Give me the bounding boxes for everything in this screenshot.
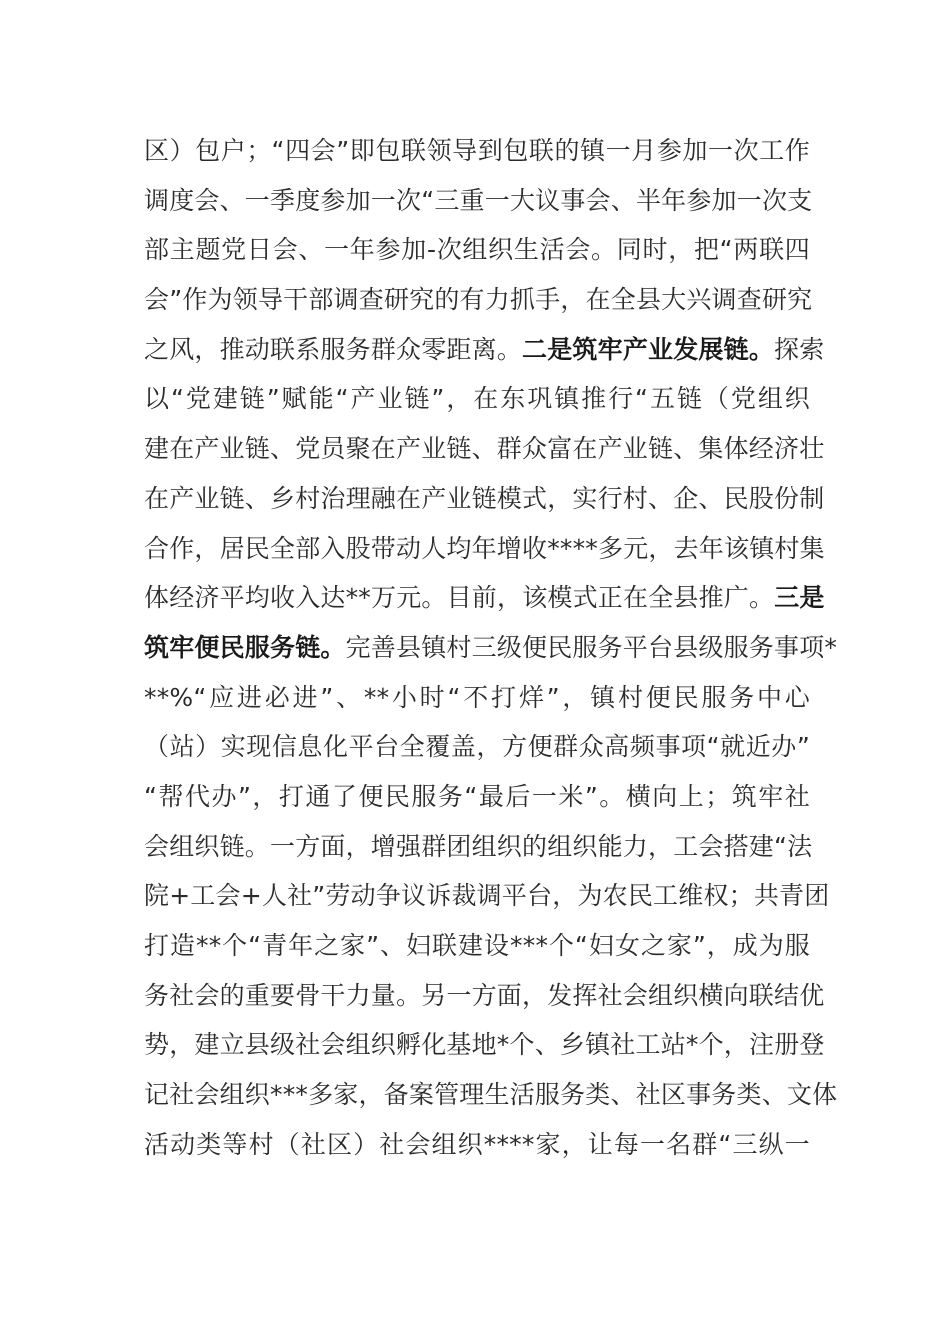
text-line (144, 1070, 838, 1120)
body-text: 会组织链。一方面，增强群团组织的组织能力，工会搭建“法 (144, 831, 813, 861)
text-line (144, 573, 825, 623)
body-text: 调度会、一季度参加一次“三重一大议事会、半年参加一次支 (144, 185, 813, 215)
body-text: 院+工会+人社”劳动争议诉裁调平台，为农民工维权；共青团 (144, 881, 830, 911)
bold-heading-text: 筑牢便民服务链。 (144, 632, 346, 662)
text-line (144, 722, 810, 772)
text-line (144, 921, 810, 971)
body-text: 完善县镇村三级便民服务平台县级服务事项* (345, 632, 838, 662)
text-line (144, 971, 825, 1021)
body-text: 以“党建链”赋能“产业链”，在东巩镇推行“五链（党组织 (144, 384, 810, 414)
text-line (144, 772, 810, 822)
body-text: **%“应进必进”、**小时“不打烊”，镇村便民服务中心 (144, 682, 810, 712)
text-line (144, 623, 838, 673)
body-text: 打造**个“青年之家”、妇联建设***个“妇女之家”，成为服 (144, 931, 810, 960)
text-line (144, 474, 825, 524)
body-text: 在产业链、乡村治理融在产业链模式，实行村、企、民股份制 (144, 483, 825, 513)
text-line (144, 1120, 810, 1170)
text-line (144, 225, 810, 275)
body-text: 区）包户；“四会”即包联领导到包联的镇一月参加一次工作 (144, 136, 810, 165)
body-text: “帮代办”，打通了便民服务“最后一米”。横向上；筑牢社 (144, 781, 810, 811)
body-text: 势，建立县级社会组织孵化基地*个、乡镇社工站*个，注册登 (144, 1030, 825, 1060)
text-line (144, 424, 825, 474)
body-text: 活动类等村（社区）社会组织****家，让每一名群“三纵一 (144, 1129, 810, 1159)
body-text: 记社会组织***多家，备案管理生活服务类、社区事务类、文体 (144, 1080, 838, 1110)
text-line (144, 524, 825, 574)
body-text: 会”作为领导干部调查研究的有力抓手，在全县大兴调查研究 (144, 285, 813, 315)
text-line (144, 176, 813, 226)
text-line (144, 325, 825, 375)
text-line (144, 275, 813, 325)
text-line (144, 1020, 825, 1070)
bold-heading-text: 三是 (774, 583, 825, 613)
text-line (144, 126, 810, 176)
body-text: （站）实现信息化平台全覆盖，方便群众高频事项“就近办” (144, 732, 810, 762)
body-text: 合作，居民全部入股带动人均年增收****多元，去年该镇村集 (144, 533, 825, 563)
text-line (144, 673, 810, 723)
text-line (144, 871, 830, 921)
body-text: 体经济平均收入达**万元。目前，该模式正在全县推广。 (144, 583, 775, 613)
body-text: 探索 (774, 334, 825, 364)
text-line (144, 374, 810, 424)
text-line (144, 822, 813, 872)
body-text: 建在产业链、党员聚在产业链、群众富在产业链、集体经济壮 (144, 434, 825, 464)
body-text: 部主题党日会、一年参加-次组织生活会。同时，把“两联四 (144, 235, 810, 265)
body-text: 之风，推动联系服务群众零距离。 (144, 334, 523, 364)
bold-heading-text: 二是筑牢产业发展链。 (522, 334, 775, 364)
body-text: 务社会的重要骨干力量。另一方面，发挥社会组织横向联结优 (144, 980, 825, 1010)
body-paragraph (144, 126, 838, 1169)
